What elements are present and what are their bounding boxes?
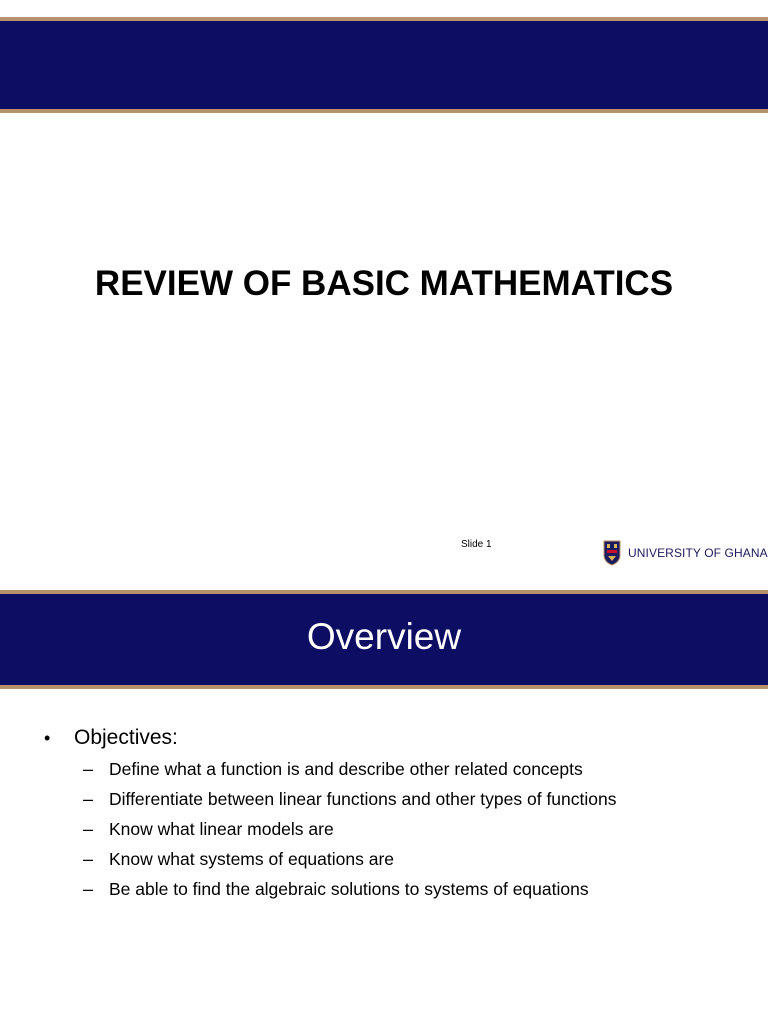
slide-title: Overview	[306, 616, 462, 657]
bullet-heading-text: Objectives:	[74, 726, 178, 749]
sub-list-item-text: Define what a function is and describe other related concepts	[109, 758, 583, 779]
dash-icon: –	[83, 818, 94, 839]
dash-icon: –	[83, 878, 94, 899]
slide-number: Slide 1	[461, 539, 492, 550]
objectives-list	[44, 724, 617, 904]
sub-list-item	[44, 874, 617, 904]
crest-icon	[603, 540, 621, 566]
slide-title: REVIEW OF BASIC MATHEMATICS	[94, 264, 674, 303]
university-logo	[603, 540, 768, 566]
sub-list-item-text: Be able to find the algebraic solutions to systems of equations	[109, 878, 589, 899]
bullet-heading	[44, 724, 617, 752]
bullet-icon: •	[44, 727, 51, 748]
university-name: UNIVERSITY OF GHANA	[628, 546, 768, 560]
sub-list-item-text: Know what linear models are	[109, 818, 334, 839]
sub-list-item-text: Differentiate between linear functions and other types of functions	[109, 788, 617, 809]
slide-2	[0, 590, 768, 1024]
sub-list-item-text: Know what systems of equations are	[109, 848, 395, 869]
header-band	[0, 590, 768, 689]
dash-icon: –	[83, 758, 94, 779]
sub-list-item	[44, 784, 617, 814]
list-item	[44, 724, 617, 904]
sub-list	[44, 754, 617, 904]
dash-icon: –	[83, 848, 94, 869]
sub-list-item	[44, 844, 617, 874]
sub-list-item	[44, 754, 617, 784]
header-band	[0, 17, 768, 113]
dash-icon: –	[83, 788, 94, 809]
sub-list-item	[44, 814, 617, 844]
